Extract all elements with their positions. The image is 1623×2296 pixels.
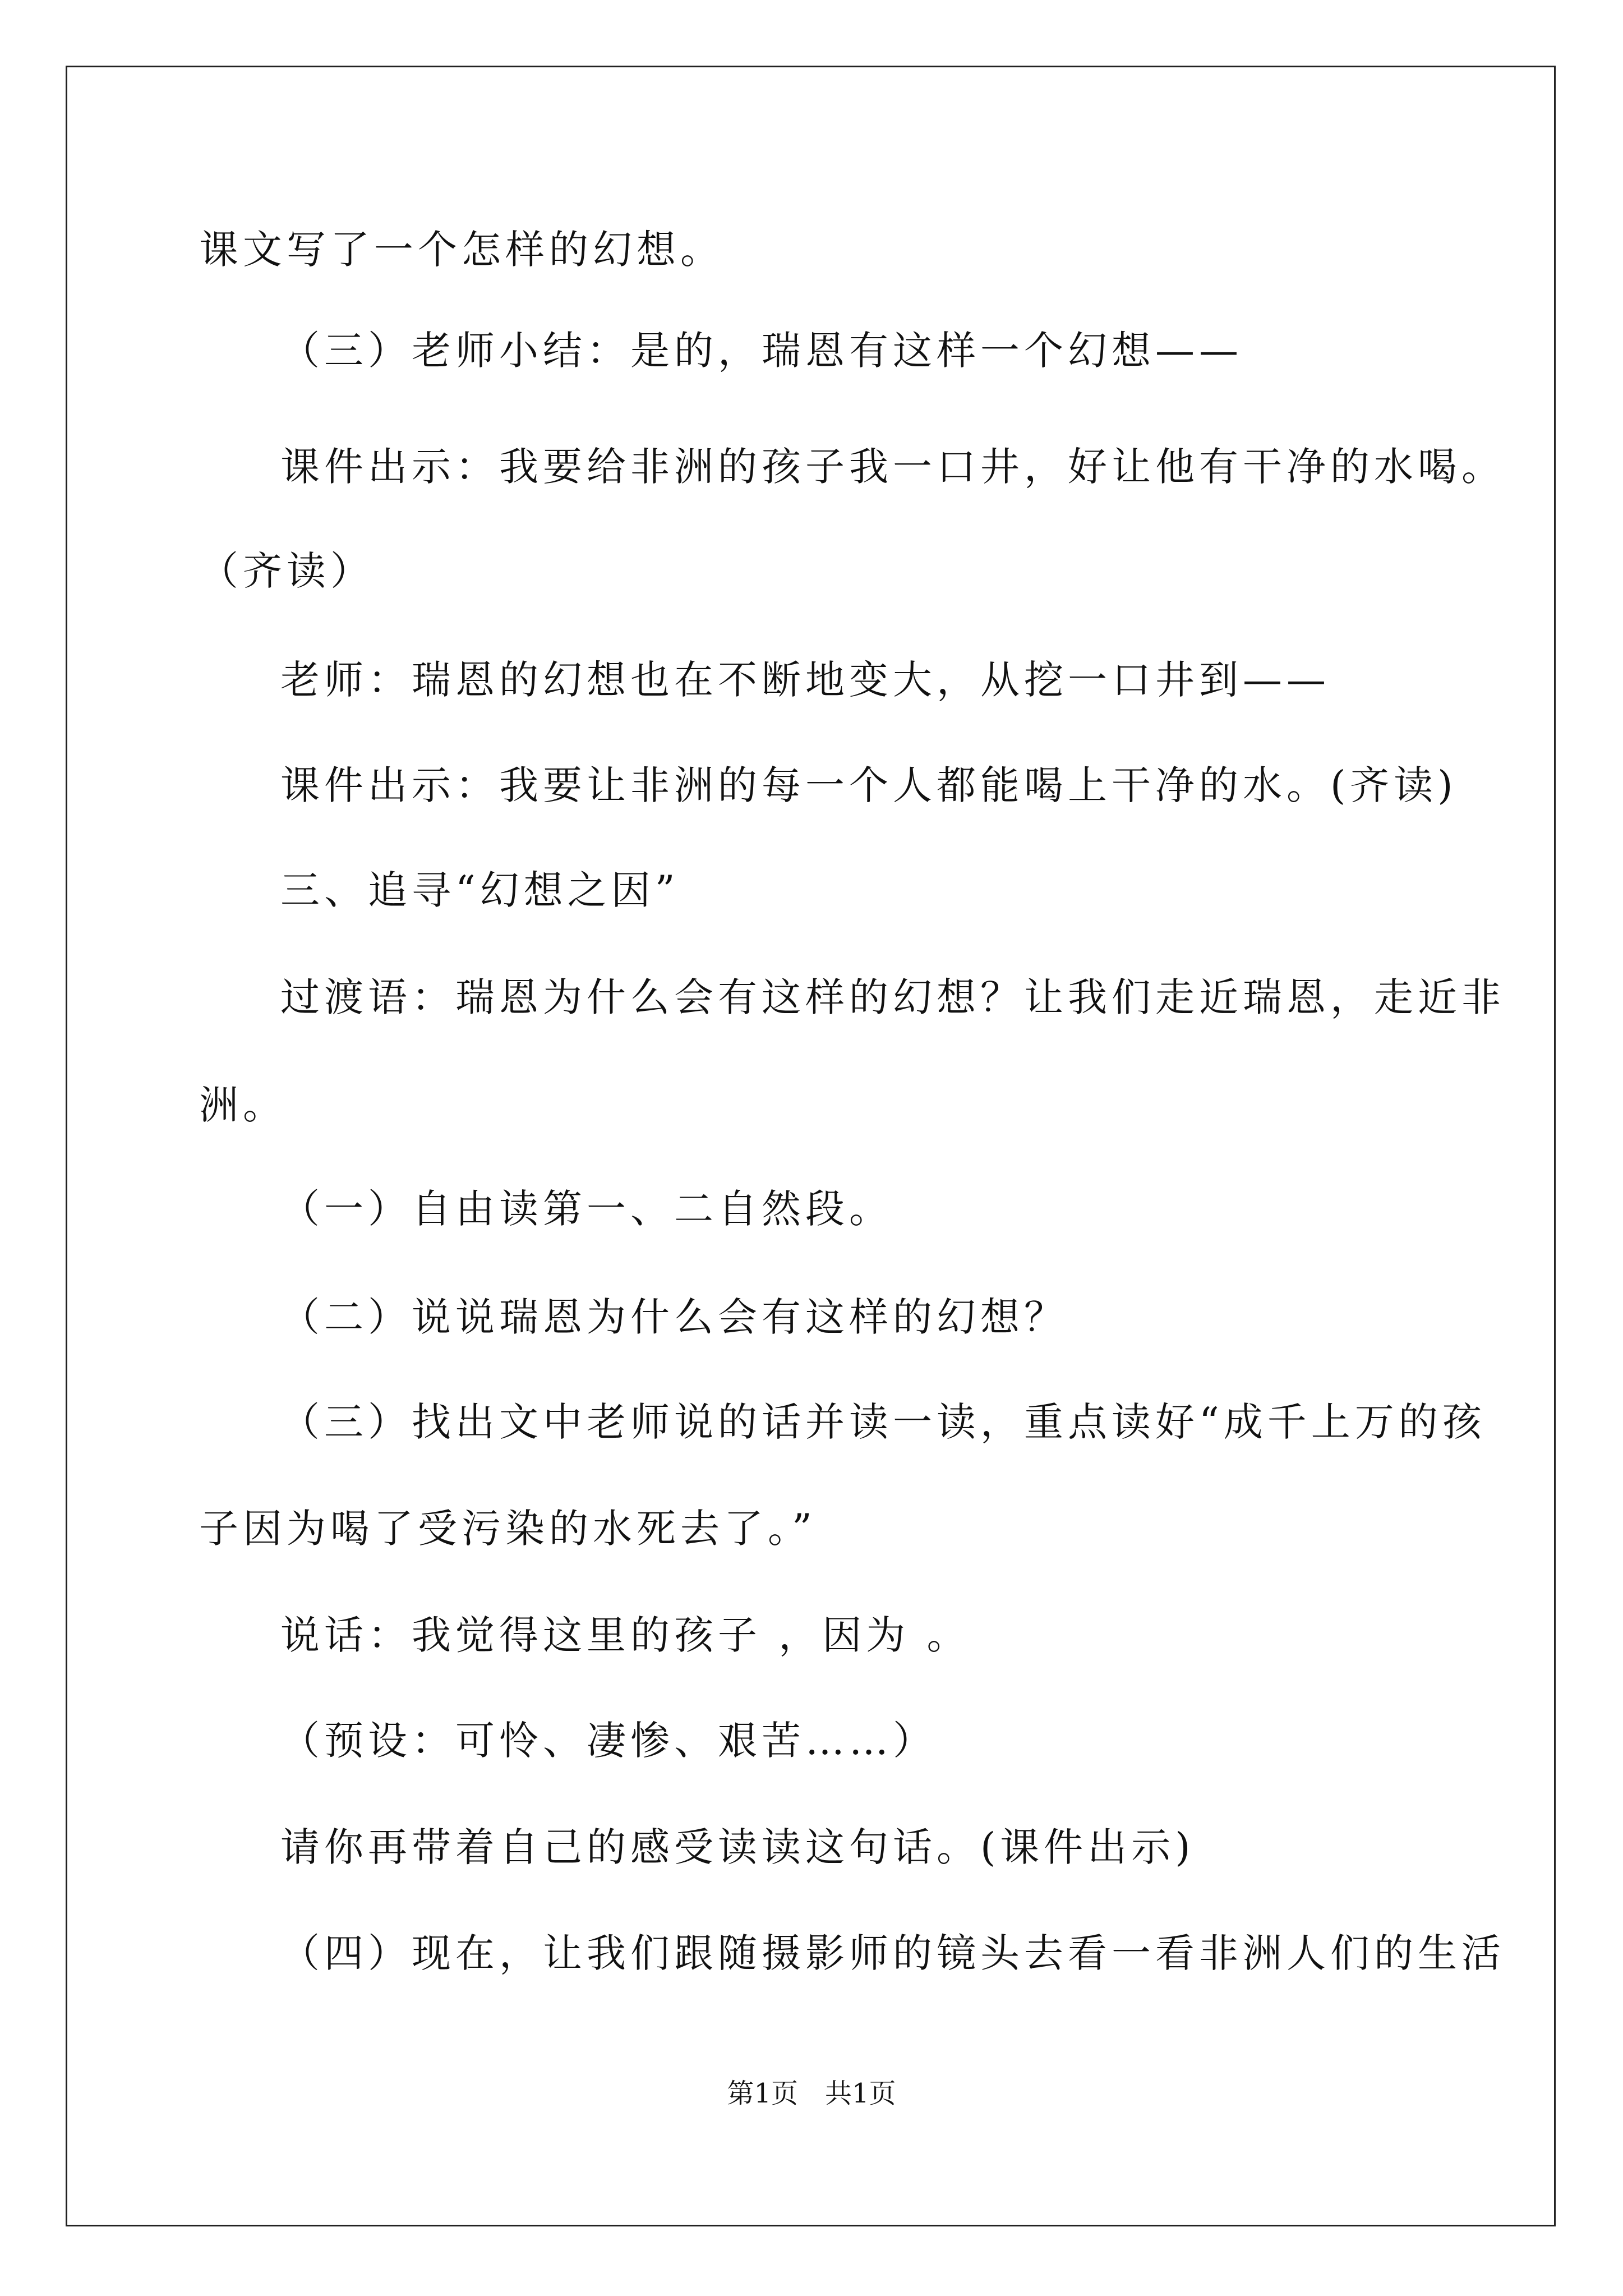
text-line-12: （三）找出文中老师说的话并读一读，重点读好“成千上万的孩 xyxy=(280,1399,1486,1445)
text-line-11: （二）说说瑞恩为什么会有这样的幻想？ xyxy=(280,1294,1068,1340)
section-heading: 三、追寻“幻想之因” xyxy=(280,867,680,913)
text-line-6: 课件出示：我要让非洲的每一个人都能喝上干净的水。(齐读) xyxy=(280,762,1458,808)
text-line-1: 课文写了一个怎样的幻想。 xyxy=(199,227,724,273)
text-line-2: （三）老师小结：是的，瑞恩有这样一个幻想—— xyxy=(280,328,1243,374)
text-line-10: （一）自由读第一、二自然段。 xyxy=(280,1186,893,1232)
text-line-9: 洲。 xyxy=(199,1082,287,1128)
page-border xyxy=(66,66,1556,2226)
text-line-17: （四）现在，让我们跟随摄影师的镜头去看一看非洲人们的生活 xyxy=(280,1930,1505,1976)
text-line-8: 过渡语：瑞恩为什么会有这样的幻想？让我们走近瑞恩，走近非 xyxy=(280,974,1505,1020)
text-line-15: （预设：可怜、凄惨、艰苦……） xyxy=(280,1718,937,1764)
text-line-4: （齐读） xyxy=(199,548,374,594)
text-line-5: 老师：瑞恩的幻想也在不断地变大，从挖一口井到—— xyxy=(280,657,1330,703)
text-line-14: 说话：我觉得这里的孩子 ，因为 。 xyxy=(280,1612,971,1658)
text-line-3: 课件出示：我要给非洲的孩子我一口井，好让他有干净的水喝。 xyxy=(280,444,1505,490)
text-line-13: 子因为喝了受污染的水死去了。” xyxy=(199,1506,817,1552)
text-line-16: 请你再带着自己的感受读读这句话。(课件出示) xyxy=(280,1824,1195,1870)
page-footer: 第1页 共1页 xyxy=(727,2078,896,2109)
